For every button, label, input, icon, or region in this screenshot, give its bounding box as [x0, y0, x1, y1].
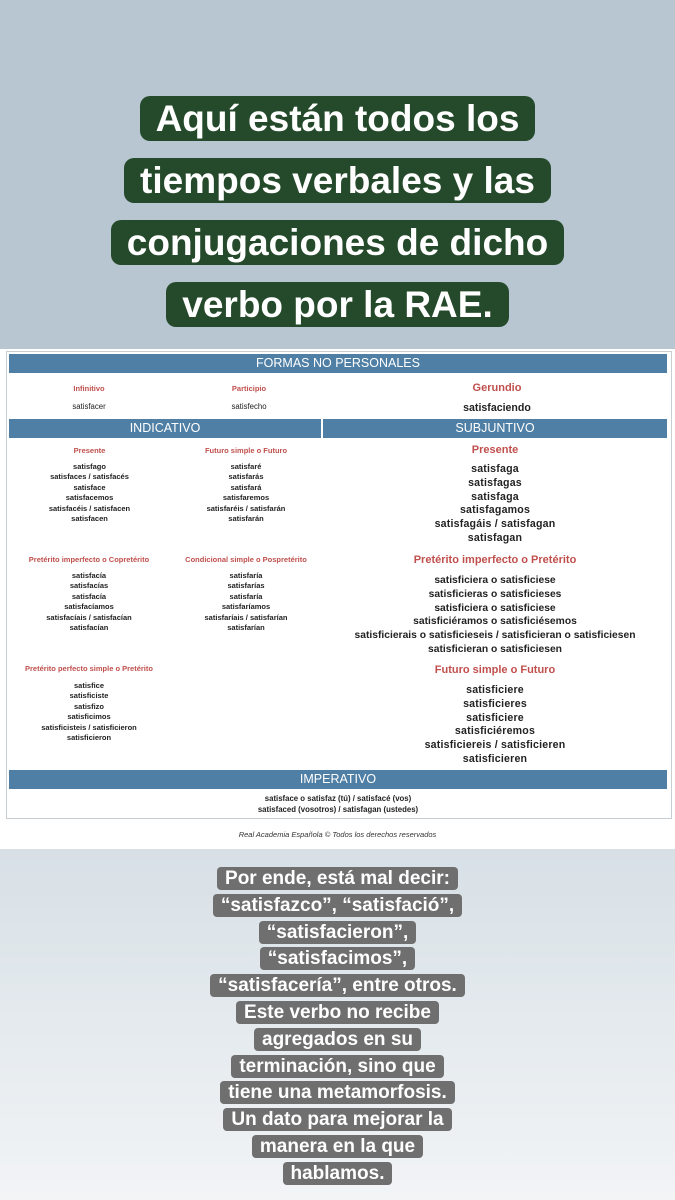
conjugation-form: satisfarán — [228, 514, 264, 524]
indicativo-perfecto-simple-label: Pretérito perfecto simple o Pretérito — [25, 664, 153, 673]
conjugation-form: satisfagas — [468, 476, 522, 489]
subjuntivo-imperfecto-label: Pretérito imperfecto o Pretérito — [413, 554, 577, 566]
conjugation-form: satisfagamos — [459, 504, 531, 517]
participio-label: Participio — [231, 384, 267, 393]
conjugation-form: satisfacían — [69, 623, 109, 633]
conjugation-form: satisfacen — [71, 514, 108, 524]
footer-caption-line: hablamos. — [283, 1162, 393, 1185]
indicativo-presente-label: Presente — [73, 446, 106, 455]
conjugation-form: satisfagan — [467, 531, 523, 544]
subjuntivo-futuro-label: Futuro simple o Futuro — [434, 664, 556, 676]
conjugation-form: satisficieres — [463, 697, 527, 710]
conjugation-form: satisfaré — [230, 462, 262, 471]
imperativo-header: IMPERATIVO — [9, 770, 667, 789]
footer-caption-line: tiene una metamorfosis. — [220, 1081, 455, 1104]
conjugation-form: satisficiera o satisficiese — [434, 575, 556, 586]
footer-caption-line: “satisfacieron”, — [259, 921, 417, 944]
subjuntivo-presente-label: Presente — [471, 444, 519, 456]
conjugation-form: satisficisteis / satisficieron — [41, 722, 137, 732]
subjuntivo-header: SUBJUNTIVO — [323, 419, 667, 438]
conjugation-form: satisficieren — [462, 752, 528, 765]
footer-caption-line: agregados en su — [254, 1028, 421, 1051]
header-caption — [0, 88, 675, 336]
footer-caption-line: Un dato para mejorar la — [223, 1108, 451, 1131]
conjugation-form: satisficiere — [466, 711, 524, 724]
conjugation-form: satisfaremos — [222, 493, 270, 503]
formas-no-personales-header: FORMAS NO PERSONALES — [9, 354, 667, 373]
conjugation-form: satisfaga — [471, 463, 519, 475]
subjuntivo-futuro-forms — [323, 684, 667, 767]
header-caption-line: verbo por la RAE. — [166, 282, 508, 327]
header-caption-line: conjugaciones de dicho — [111, 220, 564, 265]
indicativo-presente-forms — [17, 462, 162, 524]
conjugation-form: satisfarían — [227, 623, 265, 633]
footer-caption-line: manera en la que — [252, 1135, 423, 1158]
conjugation-form: satisfacíais / satisfacían — [46, 612, 132, 622]
header-caption-line: Aquí están todos los — [140, 96, 536, 141]
conjugation-form: satisficiéremos — [454, 725, 536, 738]
conjugation-form: satisfaría — [229, 571, 263, 580]
footer-caption-line: “satisfazco”, “satisfació”, — [213, 894, 462, 917]
conjugation-form: satisficiéramos o satisficiésemos — [413, 616, 577, 628]
conjugation-form: satisface — [73, 482, 106, 492]
conjugation-form: satisfarías — [227, 581, 265, 591]
conjugation-form: satisfacías — [69, 581, 109, 591]
conjugation-form: satisfago — [73, 462, 106, 471]
indicativo-futuro-forms — [171, 462, 321, 524]
conjugation-form: satisficiste — [69, 691, 109, 701]
conjugation-form: satisficieras o satisficieses — [428, 588, 562, 600]
conjugation-form: satisfaríamos — [221, 602, 271, 612]
conjugation-form: satisficieran o satisficiesen — [428, 643, 562, 655]
imperativo-line-1: satisface o satisfaz (tú) / satisfacé (vos) — [264, 794, 412, 803]
conjugation-form: satisfaga — [471, 490, 519, 503]
footer-caption-line: Este verbo no recibe — [236, 1001, 439, 1024]
participio-value: satisfecho — [231, 402, 267, 411]
copyright-notice: Real Academia Española © Todos los derechos reservados — [238, 830, 437, 839]
subjuntivo-imperfecto-forms — [323, 574, 667, 657]
conjugation-form: satisfaces / satisfacés — [50, 472, 129, 482]
conjugation-form: satisficieron — [66, 733, 112, 743]
conjugation-form: satisfarás — [228, 472, 264, 482]
conjugation-form: satisfacía — [71, 591, 107, 601]
conjugation-form: satisfacemos — [65, 493, 114, 503]
indicativo-condicional-label: Condicional simple o Pospretérito — [185, 555, 307, 564]
conjugation-form: satisfaréis / satisfarán — [206, 503, 286, 513]
conjugation-table-card — [0, 349, 675, 849]
conjugation-form: satisficiere — [466, 684, 524, 696]
conjugation-form: satisfice — [73, 681, 105, 690]
footer-caption-line: terminación, sino que — [231, 1055, 443, 1078]
indicativo-imperfecto-label: Pretérito imperfecto o Copretérito — [28, 555, 150, 564]
conjugation-table — [6, 351, 672, 819]
conjugation-form: satisfacía — [71, 571, 107, 580]
indicativo-futuro-label: Futuro simple o Futuro — [204, 446, 288, 455]
conjugation-form: satisficierais o satisficieseis / satisficieran o satisficiesen — [354, 630, 636, 642]
conjugation-form: satisfizo — [73, 701, 104, 711]
footer-caption-line: Por ende, está mal decir: — [217, 867, 458, 890]
conjugation-form: satisfaríais / satisfarían — [204, 612, 288, 622]
indicativo-perfecto-simple-forms — [9, 681, 169, 743]
conjugation-form: satisficiera o satisficiese — [434, 602, 556, 614]
conjugation-form: satisfaría — [229, 591, 263, 601]
conjugation-form: satisfagáis / satisfagan — [434, 518, 556, 531]
infinitivo-value: satisfacer — [72, 402, 106, 411]
infinitivo-label: Infinitivo — [73, 384, 105, 393]
footer-caption-line: “satisfacería”, entre otros. — [210, 974, 465, 997]
footer-caption-line: “satisfacimos”, — [260, 947, 415, 970]
conjugation-form: satisfará — [230, 482, 262, 492]
conjugation-form: satisfacíamos — [64, 602, 114, 612]
gerundio-value: satisfaciendo — [463, 402, 531, 414]
header-caption-line: tiempos verbales y las — [124, 158, 551, 203]
indicativo-imperfecto-forms — [9, 571, 169, 633]
indicativo-header: INDICATIVO — [9, 419, 321, 438]
conjugation-form: satisficimos — [67, 712, 111, 722]
conjugation-form: satisfacéis / satisfacen — [48, 503, 131, 513]
conjugation-form: satisficiereis / satisficieren — [424, 739, 566, 752]
footer-caption — [0, 866, 675, 1188]
subjuntivo-presente-forms — [323, 463, 667, 546]
indicativo-condicional-forms — [171, 571, 321, 633]
imperativo-line-2: satisfaced (vosotros) / satisfagan (ustedes) — [257, 805, 419, 814]
gerundio-label: Gerundio — [472, 382, 522, 394]
